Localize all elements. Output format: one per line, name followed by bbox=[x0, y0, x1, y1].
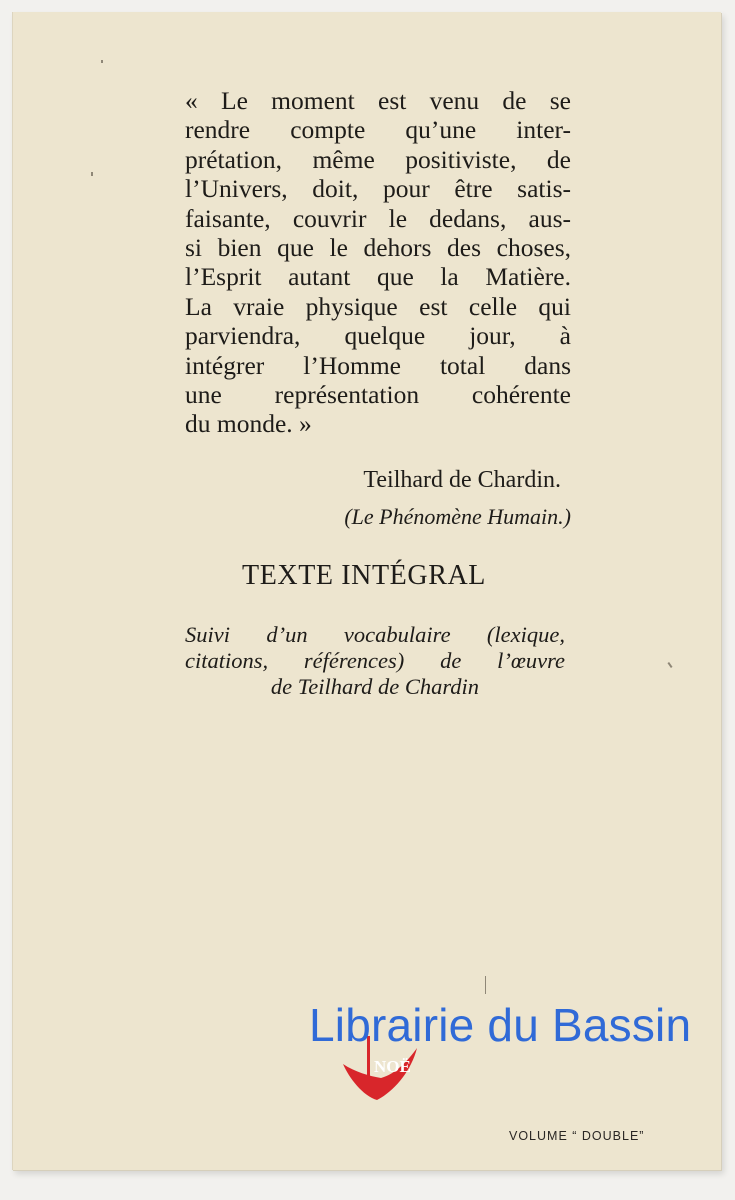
paper-speck bbox=[667, 662, 672, 668]
vocabulary-note bbox=[185, 622, 565, 700]
publisher-logo-letters: NOË bbox=[374, 1057, 411, 1076]
quote-line: l’Esprit autant que la Matière. bbox=[185, 262, 571, 292]
quote-line: intégrer l’Homme total dans bbox=[185, 350, 571, 380]
paper-speck bbox=[101, 60, 103, 63]
quote-author: Teilhard de Chardin. bbox=[363, 467, 561, 493]
quote-block bbox=[185, 86, 571, 439]
paper-speck bbox=[485, 976, 486, 994]
bookseller-watermark: Librairie du Bassin bbox=[309, 999, 692, 1051]
quote-source-work: (Le Phénomène Humain.) bbox=[344, 504, 571, 529]
edition-heading: TEXTE INTÉGRAL bbox=[241, 560, 486, 591]
quote-line: La vraie physique est celle qui bbox=[185, 291, 571, 321]
quote-line: l’Univers, doit, pour être satis- bbox=[185, 174, 571, 204]
quote-line: rendre compte qu’une inter- bbox=[185, 115, 571, 145]
vocabulary-line: Suivi d’un vocabulaire (lexique, bbox=[185, 622, 565, 647]
quote-line: parviendra, quelque jour, à bbox=[185, 321, 571, 351]
quote-line: prétation, même positiviste, de bbox=[185, 144, 571, 174]
vocabulary-line: de Teilhard de Chardin bbox=[270, 674, 480, 699]
book-back-cover bbox=[12, 12, 721, 1170]
paper-speck bbox=[91, 172, 93, 176]
vocabulary-line: citations, références) de l’œuvre bbox=[185, 648, 565, 673]
quote-line: une représentation cohérente bbox=[185, 380, 571, 410]
volume-label: VOLUME “ DOUBLE” bbox=[509, 1129, 645, 1143]
quote-line: si bien que le dehors des choses, bbox=[185, 233, 571, 263]
quote-line: du monde. » bbox=[185, 409, 312, 439]
quote-line: « Le moment est venu de se bbox=[185, 86, 571, 115]
quote-line: faisante, couvrir le dedans, aus- bbox=[185, 203, 571, 233]
